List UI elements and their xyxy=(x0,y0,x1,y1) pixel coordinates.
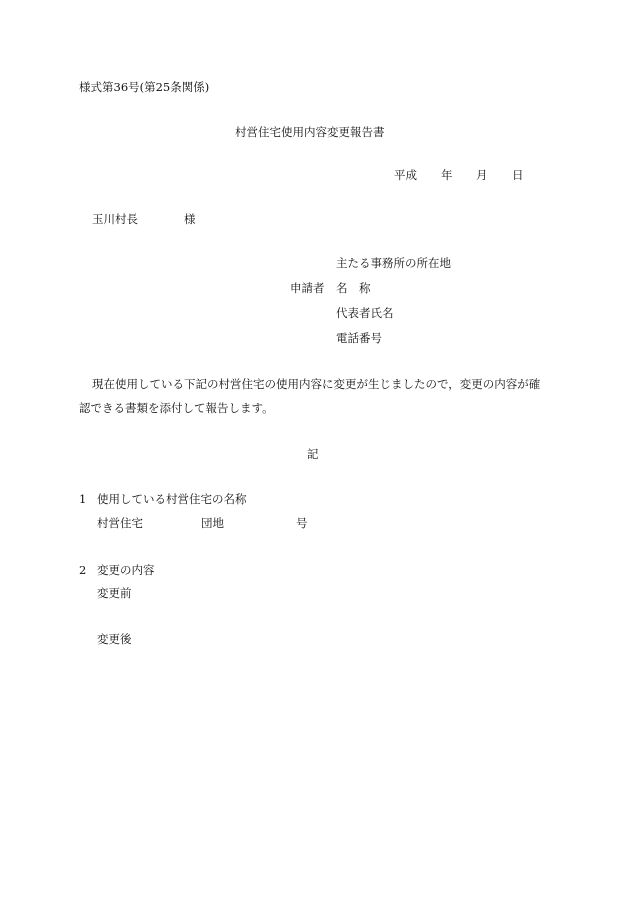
addressee-name: 玉川村長 xyxy=(92,212,138,226)
section-2-number: 2 xyxy=(79,563,87,577)
date-day-unit: 日 xyxy=(512,168,524,182)
addressee-honorific: 様 xyxy=(184,212,196,226)
document-title: 村営住宅使用内容変更報告書 xyxy=(235,125,385,139)
date-era: 平成 xyxy=(394,168,417,182)
go-label: 号 xyxy=(296,516,308,530)
body-line-1: 現在使用している下記の村営住宅の使用内容に変更が生じましたので，変更の内容が確 xyxy=(92,377,541,391)
date-month-unit: 月 xyxy=(476,168,488,182)
section-1-number: 1 xyxy=(79,492,87,506)
form-number: 様式第36号(第25条関係) xyxy=(79,80,210,94)
after-label: 変更後 xyxy=(97,632,132,646)
section-2-heading: 変更の内容 xyxy=(97,563,155,577)
phone-label: 電話番号 xyxy=(336,331,382,345)
body-line-2: 認できる書類を添付して報告します。 xyxy=(79,401,274,415)
office-address-label: 主たる事務所の所在地 xyxy=(336,256,451,270)
applicant-label: 申請者 xyxy=(290,281,325,295)
housing-label: 村営住宅 xyxy=(97,516,143,530)
applicant-name-label: 名 称 xyxy=(336,281,371,295)
representative-label: 代表者氏名 xyxy=(336,306,394,320)
section-1-heading: 使用している村営住宅の名称 xyxy=(97,492,247,506)
date-year-unit: 年 xyxy=(441,168,453,182)
danchi-label: 団地 xyxy=(201,516,224,530)
before-label: 変更前 xyxy=(97,586,132,600)
ki-heading: 記 xyxy=(307,447,319,461)
